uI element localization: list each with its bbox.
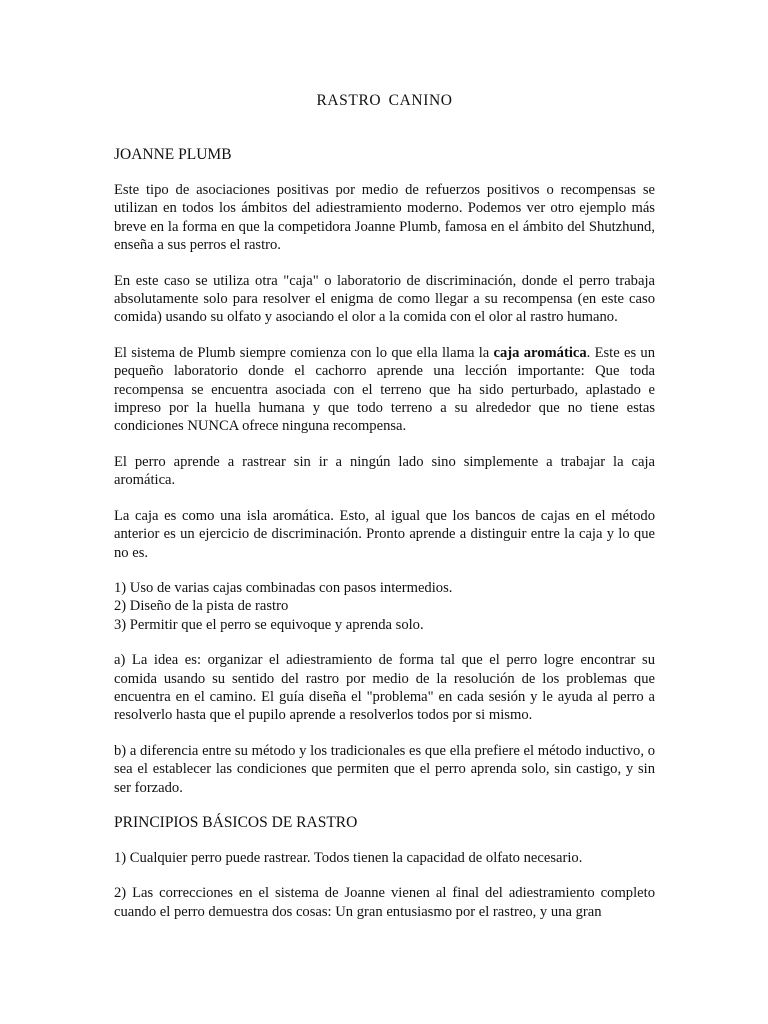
list-item: 1) Uso de varias cajas combinadas con pasos intermedios.	[114, 579, 453, 596]
numbered-list	[114, 579, 655, 634]
principle-2: 2) Las correcciones en el sistema de Joanne vienen al final del adiestramiento completo cuando el perro demuestra dos cosas: Un gran entusiasmo por el rastreo, y una gran	[114, 885, 655, 920]
list-item: 3) Permitir que el perro se equivoque y aprenda solo.	[114, 616, 424, 633]
paragraph-intro: Este tipo de asociaciones positivas por medio de refuerzos positivos o recompensas se utilizan en todos los ámbitos del adiestramiento moderno. Podemos ver otro ejemplo más breve en la forma en que la competidora Joanne Plumb, famosa en el ámbito del Shutzhund, enseña a sus perros el rastro.	[114, 182, 655, 254]
caja-aromatica-term: caja aromática	[493, 344, 587, 361]
paragraph-a-idea: a) La idea es: organizar el adiestramiento de forma tal que el perro logre encontrar su comida usando su sentido del rastro por medio de la resolución de los problemas que encuentra en el camino. El guía diseña el "problema" en cada sesión y le ayuda al perro a resolverlo hasta que el pupilo aprende a resolverlos todos por si mismo.	[114, 652, 655, 724]
paragraph-sistema-plumb-text-2: . Este es un pequeño laboratorio donde el cachorro aprende una lección importante: Que toda recompensa se encuentra asociada con el terreno que ha sido perturbado, aplastado e impreso por la huella humana y que todo terreno a su alrededor que no tiene estas condiciones NUNCA ofrece ninguna recompensa.	[114, 344, 655, 435]
paragraph-perro-aprende: El perro aprende a rastrear sin ir a ningún lado sino simplemente a trabajar la caja aromática.	[114, 453, 655, 489]
author-heading: JOANNE PLUMB	[114, 146, 232, 163]
paragraph-isla-aromatica: La caja es como una isla aromática. Esto, al igual que los bancos de cajas en el método anterior es un ejercicio de discriminación. Pronto aprende a distinguir entre la caja y lo que no es.	[114, 507, 655, 561]
paragraph-caja: En este caso se utiliza otra "caja" o laboratorio de discriminación, donde el perro trabaja absolutamente solo para resolver el enigma de como llegar a su recompensa (en este caso comida) usando su olfato y asociando el olor a la comida con el olor al rastro humano.	[114, 272, 655, 326]
paragraph-sistema-plumb	[114, 344, 655, 436]
principles-heading: PRINCIPIOS BÁSICOS DE RASTRO	[114, 813, 358, 831]
principle-1: 1) Cualquier perro puede rastrear. Todos tienen la capacidad de olfato necesario.	[114, 849, 583, 866]
paragraph-b-diferencia: b) a diferencia entre su método y los tradicionales es que ella prefiere el método inductivo, o sea el establecer las condiciones que permiten que el perro aprenda solo, sin castigo, y sin ser forzado.	[114, 742, 655, 796]
list-item: 2) Diseño de la pista de rastro	[114, 598, 289, 615]
paragraph-sistema-plumb-text-1: El sistema de Plumb siempre comienza con lo que ella llama la	[114, 344, 494, 361]
document-title: RASTRO CANINO	[316, 92, 453, 109]
